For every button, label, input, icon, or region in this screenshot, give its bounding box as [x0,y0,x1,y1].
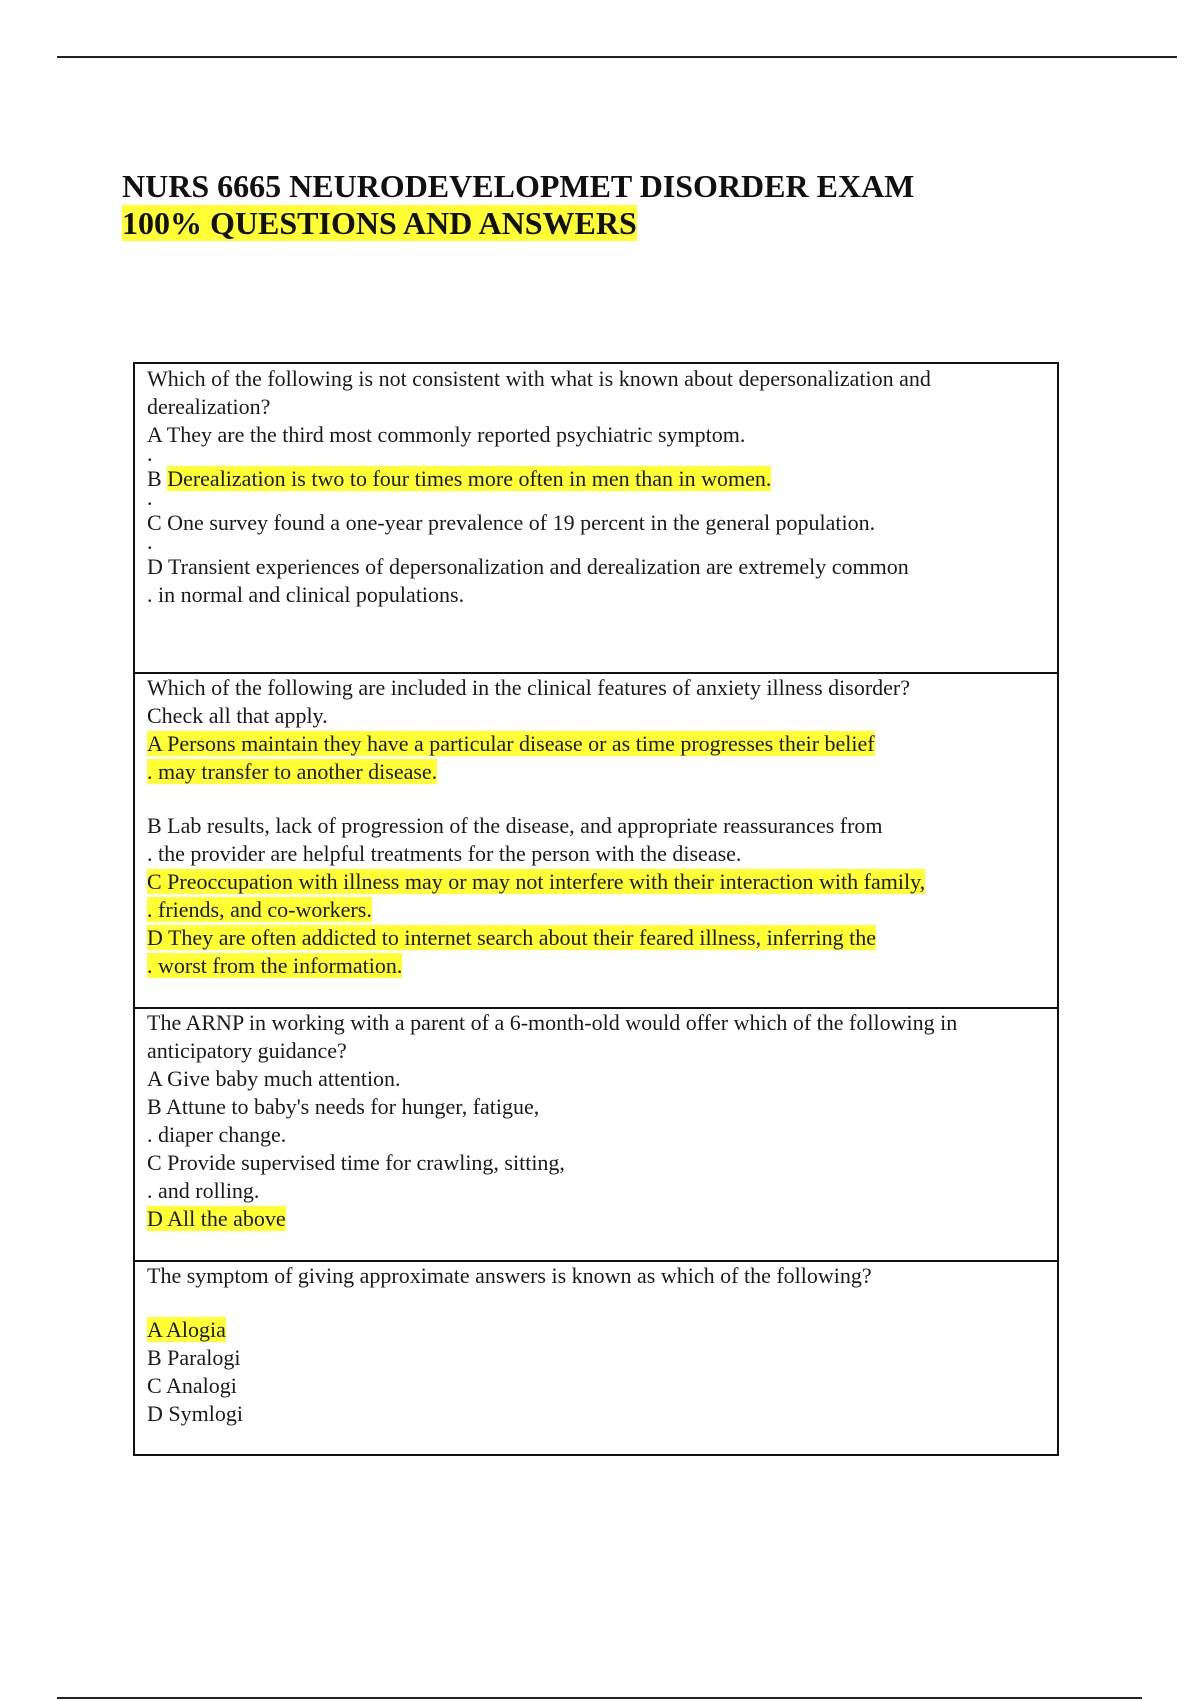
option-c: C One survey found a one-year prevalence of 19 percent in the general population. [147,510,876,535]
option-d-answer: D They are often addicted to internet search about their feared illness, inferring the [147,925,876,950]
title-line-1: NURS 6665 NEURODEVELOPMET DISORDER EXAM [122,168,915,204]
option-c-cont: . and rolling. [147,1178,260,1203]
header-rule [57,56,1177,58]
title-line-2: 100% QUESTIONS AND ANSWERS [122,205,637,241]
option-b: B Lab results, lack of progression of the disease, and appropriate reassurances from [147,813,883,838]
footer-rule [57,1697,1142,1699]
option-a: A Give baby much attention. [147,1066,401,1091]
question-2 [135,672,1057,1007]
question-stem-cont: derealization? [147,394,271,419]
option-b-answer: Derealization is two to four times more often in men than in women. [167,466,772,491]
option-d-answer: D All the above [147,1206,286,1231]
option-b: B Attune to baby's needs for hunger, fatigue, [147,1094,540,1119]
option-b-cont: . the provider are helpful treatments for the person with the disease. [147,841,742,866]
option-b: B Paralogi [147,1345,241,1370]
option-a: A They are the third most commonly reported psychiatric symptom. [147,422,746,447]
option-a-answer: A Persons maintain they have a particular disease or as time progresses their belief [147,731,875,756]
option-d: D Transient experiences of depersonalization and derealization are extremely common [147,554,909,579]
document-title [122,168,914,242]
option-b-letter: B [147,466,168,491]
question-4 [135,1260,1057,1454]
question-3 [135,1007,1057,1260]
question-1 [135,364,1057,672]
question-stem: Which of the following are included in the clinical features of anxiety illness disorder? [147,675,911,700]
option-d: D Symlogi [147,1401,243,1426]
question-stem: The symptom of giving approximate answers is known as which of the following? [147,1263,872,1288]
option-dot: . [147,485,153,510]
option-c-answer-cont: . friends, and co-workers. [147,897,372,922]
option-c: C Analogi [147,1373,237,1398]
option-b-cont: . diaper change. [147,1122,287,1147]
option-a-answer: A Alogia [147,1317,226,1342]
option-d-answer-cont: . worst from the information. [147,953,403,978]
option-c-answer: C Preoccupation with illness may or may not interfere with their interaction with family, [147,869,926,894]
option-dot: . [147,441,153,466]
question-stem: The ARNP in working with a parent of a 6-month-old would offer which of the following in [147,1010,958,1035]
option-b [147,465,1047,493]
question-stem: Which of the following is not consistent with what is known about depersonalization and [147,366,931,391]
questions-table [133,362,1059,1456]
option-c: C Provide supervised time for crawling, sitting, [147,1150,565,1175]
option-d-cont: . in normal and clinical populations. [147,582,465,607]
question-stem-cont: anticipatory guidance? [147,1038,347,1063]
question-stem-cont: Check all that apply. [147,703,328,728]
option-dot: . [147,529,153,554]
option-a-answer-cont: . may transfer to another disease. [147,759,438,784]
